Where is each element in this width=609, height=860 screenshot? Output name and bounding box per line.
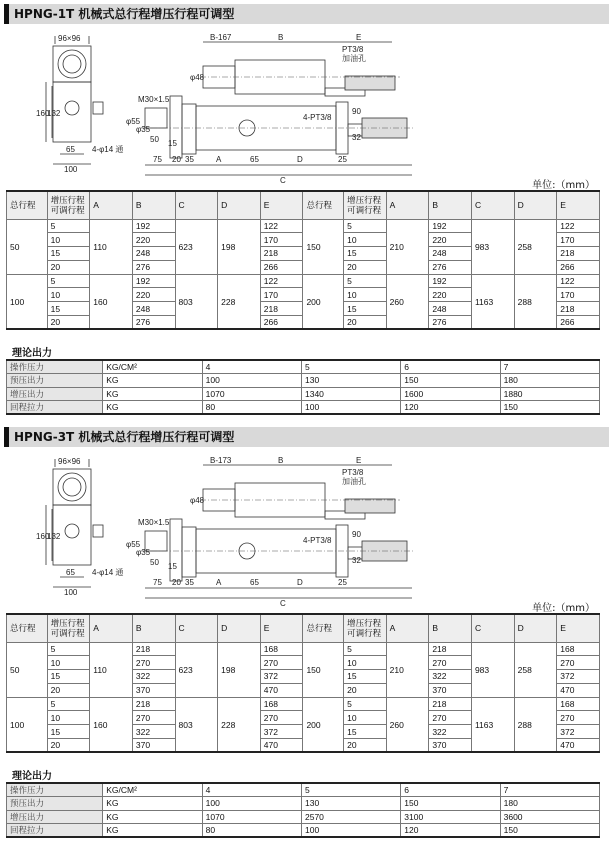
dim-e-value: 372 [557,670,600,684]
dim-phi55: φ55 [126,117,141,126]
dim-e-value: 168 [557,642,600,656]
dim-50: 50 [150,135,159,144]
dim-35: 35 [185,155,194,164]
column-header: C [175,191,218,219]
dim-b-value: 270 [132,711,175,725]
dim-b-value: 270 [429,656,472,670]
dim-e-value: 170 [557,233,600,247]
dim-96x96: 96×96 [58,457,81,466]
force-cell: KG [103,824,202,838]
force-cell: 2570 [301,810,400,824]
dim-b-value: 276 [132,260,175,274]
adjustable-stroke: 5 [47,697,90,711]
force-cell: 回程拉力 [7,401,103,415]
section-title: HPNG-3T 机械式总行程增压行程可调型 [4,427,609,447]
dim-e-value: 470 [260,739,303,753]
total-stroke: 150 [303,642,344,697]
dim-b-value: 248 [429,247,472,261]
dim-20: 20 [172,155,181,164]
dim-c-value: 983 [471,219,514,274]
dim-a-value: 160 [90,274,133,329]
dim-e: E [356,456,362,465]
force-cell: 1070 [202,810,301,824]
force-cell: 130 [301,374,400,388]
dim-holes: 4-φ14 通 [92,145,124,154]
dim-b-value: 192 [429,274,472,288]
column-header: 总行程 [7,614,48,642]
adjustable-stroke: 10 [344,233,387,247]
force-cell: 4 [202,783,301,797]
column-header: 总行程 [303,614,344,642]
dim-phi35: φ35 [136,125,151,134]
adjustable-stroke: 20 [47,739,90,753]
dim-65: 65 [66,568,75,577]
table-row [7,810,600,824]
dim-a-value: 160 [90,697,133,752]
column-header: A [386,614,429,642]
column-header: 增压行程 可调行程 [47,191,90,219]
dim-d-value: 228 [218,274,261,329]
force-cell: KG/CM² [103,783,202,797]
force-cell: 180 [500,374,599,388]
force-cell: 3100 [401,810,500,824]
dim-b-value: 218 [429,642,472,656]
force-cell: 增压出力 [7,387,103,401]
dim-b-value: 220 [429,288,472,302]
force-cell: 150 [401,374,500,388]
column-header: A [90,614,133,642]
dim-160: 160 [36,532,50,541]
dim-c: C [280,176,286,183]
dim-e-value: 270 [260,711,303,725]
dim-e-value: 270 [557,711,600,725]
section-title: HPNG-1T 机械式总行程增压行程可调型 [4,4,609,24]
dim-90: 90 [352,107,361,116]
force-cell: KG [103,374,202,388]
cylinder-drawing [0,28,609,183]
force-cell: 5 [301,360,400,374]
adjustable-stroke: 10 [344,711,387,725]
column-header: E [260,614,303,642]
dim-phi48: φ48 [190,496,205,505]
dim-35: 35 [185,578,194,587]
dim-e-value: 270 [260,656,303,670]
force-cell: 80 [202,401,301,415]
dim-e-value: 168 [557,697,600,711]
adjustable-stroke: 20 [344,683,387,697]
adjustable-stroke: 20 [344,316,387,330]
adjustable-stroke: 5 [344,642,387,656]
dim-75: 75 [153,155,162,164]
dim-b-value: 248 [429,302,472,316]
dim-d-value: 198 [218,219,261,274]
adjustable-stroke: 15 [344,725,387,739]
adjustable-stroke: 15 [344,247,387,261]
dim-65b: 65 [250,578,259,587]
table-row [7,387,600,401]
dim-a-value: 110 [90,219,133,274]
dim-d-value: 288 [514,697,557,752]
table-row [7,824,600,838]
dim-e-value: 270 [557,656,600,670]
dim-32: 32 [352,133,361,142]
adjustable-stroke: 10 [47,288,90,302]
dim-b-value: 192 [429,219,472,233]
dim-e: E [356,33,362,42]
dim-e-value: 122 [260,274,303,288]
column-header: D [218,191,261,219]
table-row [7,697,600,711]
table-row [7,642,600,656]
table-row [7,374,600,388]
dim-100: 100 [64,165,78,174]
table-header-row [7,191,600,219]
dim-b-value: 248 [132,247,175,261]
column-header: E [260,191,303,219]
column-header: D [514,191,557,219]
dim-b-value: 270 [132,656,175,670]
column-header: B [132,191,175,219]
ports-label: 4-PT3/8 [303,536,332,545]
force-cell: 1600 [401,387,500,401]
dim-90: 90 [352,530,361,539]
adjustable-stroke: 5 [344,697,387,711]
dim-b-value: 220 [132,288,175,302]
adjustable-stroke: 5 [47,642,90,656]
adjustable-stroke: 15 [47,725,90,739]
dim-d-value: 198 [218,642,261,697]
dim-c-value: 623 [175,642,218,697]
dim-c-value: 1163 [471,697,514,752]
table-row [7,274,600,288]
total-stroke: 50 [7,219,48,274]
thread-label: M30×1.5 [138,518,170,527]
force-cell: 100 [301,824,400,838]
force-cell: 4 [202,360,301,374]
total-stroke: 200 [303,697,344,752]
dim-e-value: 470 [557,739,600,753]
table-row [7,219,600,233]
total-stroke: 100 [7,697,48,752]
dim-a: A [216,578,222,587]
column-header: C [471,191,514,219]
dim-d-value: 228 [218,697,261,752]
force-cell: 80 [202,824,301,838]
dim-100: 100 [64,588,78,597]
adjustable-stroke: 15 [47,670,90,684]
adjustable-stroke: 20 [344,260,387,274]
total-stroke: 150 [303,219,344,274]
dim-a-value: 260 [386,697,429,752]
force-cell: 7 [500,360,599,374]
dim-b-value: 322 [132,725,175,739]
adjustable-stroke: 10 [344,288,387,302]
dim-e-value: 266 [260,260,303,274]
dim-c-value: 983 [471,642,514,697]
force-cell: 100 [202,374,301,388]
dim-d: D [297,155,303,164]
adjustable-stroke: 5 [47,274,90,288]
dim-b-minus: B-173 [210,456,232,465]
port-label: PT3/8 [342,45,364,54]
force-cell: 100 [301,401,400,415]
dimension-table [6,190,600,330]
dim-132: 132 [47,109,61,118]
dim-b-value: 192 [132,219,175,233]
dim-b-value: 276 [429,316,472,330]
dim-c-value: 803 [175,697,218,752]
adjustable-stroke: 15 [344,670,387,684]
dim-15: 15 [168,139,177,148]
dim-d-value: 258 [514,219,557,274]
column-header: D [514,614,557,642]
dim-e-value: 372 [260,670,303,684]
total-stroke: 50 [7,642,48,697]
total-stroke: 100 [7,274,48,329]
force-cell: KG [103,810,202,824]
force-cell: 130 [301,797,400,811]
dim-50: 50 [150,558,159,567]
force-cell: 回程拉力 [7,824,103,838]
dim-e-value: 470 [260,683,303,697]
force-cell: 预压出力 [7,797,103,811]
adjustable-stroke: 10 [47,711,90,725]
force-cell: 操作压力 [7,360,103,374]
dim-b-value: 370 [429,739,472,753]
force-cell: 操作压力 [7,783,103,797]
dim-a-value: 110 [90,642,133,697]
force-cell: 3600 [500,810,599,824]
table-row [7,783,600,797]
oil-hole-label: 加油孔 [342,477,366,486]
dim-b-value: 370 [132,739,175,753]
dim-phi55: φ55 [126,540,141,549]
dim-a-value: 210 [386,642,429,697]
dim-phi35: φ35 [136,548,151,557]
dim-e-value: 170 [557,288,600,302]
force-cell: 150 [401,797,500,811]
dim-a: A [216,155,222,164]
dim-b: B [278,456,284,465]
force-table [6,359,600,415]
dimension-table [6,613,600,753]
dim-e-value: 218 [260,247,303,261]
table-row [7,797,600,811]
force-table [6,782,600,838]
dim-132: 132 [47,532,61,541]
adjustable-stroke: 10 [47,656,90,670]
column-header: C [175,614,218,642]
force-cell: KG [103,401,202,415]
column-header: 增压行程 可调行程 [47,614,90,642]
dim-b-value: 276 [132,316,175,330]
dim-25: 25 [338,155,347,164]
adjustable-stroke: 20 [47,683,90,697]
dim-b-value: 270 [429,711,472,725]
column-header: A [386,191,429,219]
dim-e-value: 170 [260,233,303,247]
dim-b-value: 370 [132,683,175,697]
table-row [7,401,600,415]
dim-25: 25 [338,578,347,587]
dim-c: C [280,599,286,606]
dim-160: 160 [36,109,50,118]
ports-label: 4-PT3/8 [303,113,332,122]
adjustable-stroke: 10 [47,233,90,247]
unit-label: 单位:（mm） [532,180,595,191]
dim-b-value: 322 [429,725,472,739]
force-cell: 1070 [202,387,301,401]
dim-d: D [297,578,303,587]
dim-65: 65 [66,145,75,154]
adjustable-stroke: 10 [344,656,387,670]
force-cell: 180 [500,797,599,811]
force-cell: KG [103,797,202,811]
dim-e-value: 168 [260,697,303,711]
table-row [7,360,600,374]
dim-20: 20 [172,578,181,587]
dim-e-value: 218 [557,247,600,261]
port-label: PT3/8 [342,468,364,477]
dim-b: B [278,33,284,42]
dim-b-value: 322 [132,670,175,684]
dim-b-value: 370 [429,683,472,697]
dim-e-value: 122 [260,219,303,233]
adjustable-stroke: 20 [47,260,90,274]
adjustable-stroke: 15 [47,302,90,316]
force-title: 理论出力 [12,771,52,782]
dim-e-value: 470 [557,683,600,697]
column-header: A [90,191,133,219]
dim-d-value: 288 [514,274,557,329]
dim-e-value: 266 [557,316,600,330]
dim-e-value: 218 [260,302,303,316]
dim-e-value: 266 [260,316,303,330]
force-cell: 增压出力 [7,810,103,824]
dim-b-value: 322 [429,670,472,684]
dim-a-value: 260 [386,274,429,329]
dim-c-value: 803 [175,274,218,329]
force-cell: 1340 [301,387,400,401]
dim-32: 32 [352,556,361,565]
column-header: D [218,614,261,642]
dim-e-value: 168 [260,642,303,656]
force-cell: 6 [401,783,500,797]
dim-e-value: 122 [557,274,600,288]
force-cell: 120 [401,401,500,415]
dim-b-value: 276 [429,260,472,274]
dim-b-value: 218 [429,697,472,711]
dim-d-value: 258 [514,642,557,697]
adjustable-stroke: 20 [47,316,90,330]
dim-a-value: 210 [386,219,429,274]
force-cell: 6 [401,360,500,374]
dim-75: 75 [153,578,162,587]
dim-holes: 4-φ14 通 [92,568,124,577]
oil-hole-label: 加油孔 [342,54,366,63]
total-stroke: 200 [303,274,344,329]
column-header: B [132,614,175,642]
dim-b-value: 248 [132,302,175,316]
dim-b-value: 218 [132,697,175,711]
force-title: 理论出力 [12,348,52,359]
adjustable-stroke: 5 [344,274,387,288]
adjustable-stroke: 5 [47,219,90,233]
column-header: C [471,614,514,642]
column-header: B [429,191,472,219]
force-cell: KG [103,387,202,401]
force-cell: 120 [401,824,500,838]
dim-15: 15 [168,562,177,571]
dim-c-value: 623 [175,219,218,274]
force-cell: 预压出力 [7,374,103,388]
adjustable-stroke: 5 [344,219,387,233]
adjustable-stroke: 15 [47,247,90,261]
force-cell: 150 [500,401,599,415]
force-cell: 150 [500,824,599,838]
dim-b-value: 218 [132,642,175,656]
adjustable-stroke: 20 [344,739,387,753]
dim-e-value: 122 [557,219,600,233]
dim-b-value: 220 [429,233,472,247]
dim-b-minus: B-167 [210,33,232,42]
dim-e-value: 218 [557,302,600,316]
dim-e-value: 170 [260,288,303,302]
dim-b-value: 192 [132,274,175,288]
dim-b-value: 220 [132,233,175,247]
dim-e-value: 266 [557,260,600,274]
dim-e-value: 372 [557,725,600,739]
force-cell: 7 [500,783,599,797]
column-header: 增压行程 可调行程 [344,191,387,219]
table-header-row [7,614,600,642]
column-header: 增压行程 可调行程 [344,614,387,642]
dim-c-value: 1163 [471,274,514,329]
unit-label: 单位:（mm） [532,603,595,614]
dim-65b: 65 [250,155,259,164]
force-cell: 5 [301,783,400,797]
dim-e-value: 372 [260,725,303,739]
force-cell: 100 [202,797,301,811]
column-header: E [557,614,600,642]
column-header: E [557,191,600,219]
column-header: 总行程 [303,191,344,219]
column-header: B [429,614,472,642]
column-header: 总行程 [7,191,48,219]
adjustable-stroke: 15 [344,302,387,316]
cylinder-drawing [0,451,609,606]
force-cell: 1880 [500,387,599,401]
dim-96x96: 96×96 [58,34,81,43]
force-cell: KG/CM² [103,360,202,374]
dim-phi48: φ48 [190,73,205,82]
thread-label: M30×1.5 [138,95,170,104]
